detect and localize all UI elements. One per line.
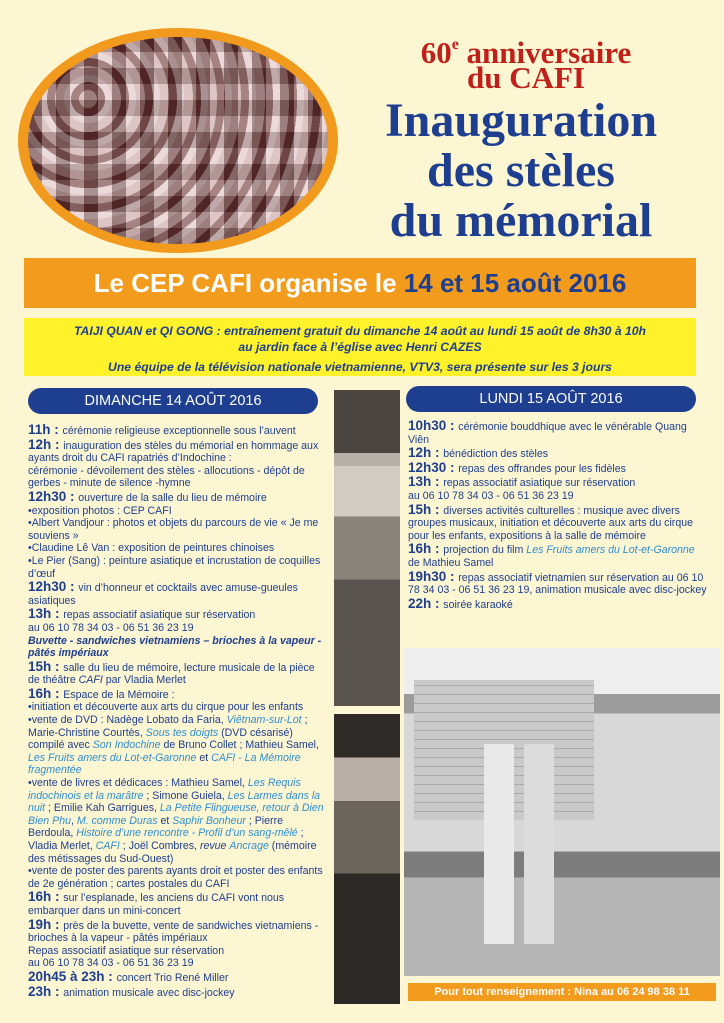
- program-text: CAFI: [78, 674, 103, 687]
- program-text: •Albert Vandjour : photos et objets du parcours de vie « Je me souviens »: [28, 517, 319, 542]
- program-text: au 06 10 78 34 03 - 06 51 36 23 19: [408, 489, 574, 502]
- program-text: •vente de livres et dédicaces : Mathieu Samel,: [28, 777, 248, 790]
- program-item: [408, 420, 708, 446]
- notice-line: TAIJI QUAN et QI GONG : entraînement gratuit du dimanche 14 août au lundi 15 août de 8h30 à 10h: [73, 324, 646, 338]
- work-title: La Petite Flingueuse, retour à Dien Bien Phu: [28, 802, 324, 827]
- program-item: [28, 916, 324, 970]
- program-text: repas associatif vietnamien sur réservation au 06 10 78 34 03 - 06 51 36 23 19, animation musicale avec disc-jockey: [408, 571, 707, 597]
- program-time: 10h30 :: [408, 418, 459, 433]
- contact-info: Pour tout renseignement : Nina au 06 24 98 38 11: [408, 983, 716, 1001]
- program-time: 16h :: [28, 685, 64, 701]
- program-text: au 06 10 78 34 03 - 06 51 36 23 19: [28, 957, 194, 970]
- program-text: •Le Pier (Sang) : peinture asiatique et incrustation de coquilles d’œuf: [28, 554, 321, 580]
- program-text: ; Joël Combres,: [119, 840, 200, 852]
- program-item: [28, 424, 324, 438]
- program-item: [408, 543, 708, 569]
- program-time: 13h :: [408, 474, 444, 490]
- program-item: [408, 476, 708, 502]
- program-item: [408, 459, 708, 476]
- program-time: 12h :: [408, 445, 444, 461]
- work-title: CAFI: [95, 840, 120, 852]
- program-item: [408, 568, 708, 597]
- program-time: 12h30 :: [28, 579, 79, 595]
- work-title: Les Fruits amers du Lot-et-Garonne: [28, 751, 197, 764]
- program-time: 12h30 :: [408, 459, 459, 475]
- program-text: repas associatif asiatique sur réservation: [443, 477, 636, 490]
- program-item: [28, 891, 324, 917]
- main-title: [318, 96, 724, 246]
- program-text: concert Trio René Miller: [116, 971, 229, 984]
- program-text: au 06 10 78 34 03 - 06 51 36 23 19: [28, 621, 194, 634]
- program-item: [28, 581, 324, 607]
- program-time: 16h :: [28, 889, 64, 905]
- program-text: près de la buvette, vente de sandwiches vietnamiens - brioches à la vapeur - pâtés impériaux: [28, 919, 319, 945]
- program-text: ; Pierre Berdoula,: [28, 814, 283, 840]
- work-title: Les Larmes dans la nuit: [28, 789, 321, 815]
- program-text: inauguration des stèles du mémorial en hommage aux ayants droit du CAFI rapatriés d’Indochine :: [28, 439, 319, 465]
- notice-line: au jardin face à l’église avec Henri CAZES: [238, 340, 482, 354]
- program-time: 13h :: [28, 606, 64, 622]
- program-item: [408, 501, 708, 543]
- program-text: (DVD césarisé) compilé avec: [28, 726, 293, 752]
- program-text: sur l’esplanade, les anciens du CAFI vont nous embarquer dans un mini-concert: [28, 892, 285, 917]
- program-text: de Bruno Collet ; Mathieu Samel,: [160, 739, 319, 752]
- work-title: Les Fruits amers du Lot-et-Garonne: [526, 544, 695, 557]
- program-text: •initiation et découverte aux arts du cirque pour les enfants: [28, 701, 304, 714]
- work-title: Les Requis indochinois et la marâtre: [28, 777, 301, 802]
- program-text: animation musicale avec disc-jockey: [63, 986, 235, 999]
- program-text: •vente de poster des parents ayants droit et poster des enfants de 2e génération ; cartes postales du CAFI: [28, 865, 323, 890]
- program-time: 19h :: [28, 916, 64, 932]
- work-title: Saphir Bonheur: [172, 814, 246, 827]
- anniversary-line-2: du CAFI: [466, 60, 585, 95]
- program-text: projection du film: [443, 544, 527, 557]
- photo-man-portrait: [334, 390, 400, 706]
- work-title: CAFI - La Mémoire fragmentée: [28, 751, 301, 777]
- notice-line: Une équipe de la télévision nationale vietnamienne, VTV3, sera présente sur les 3 jours: [108, 360, 612, 374]
- program-text: diverses activités culturelles : musique avec divers groupes musicaux, initiation et découverte aux arts du cirque pour les enfants, expositions à la salle de mémoire: [408, 504, 694, 542]
- program-text: •vente de DVD : Nadège Lobato da Faria,: [28, 714, 227, 727]
- program-text: et: [157, 814, 173, 827]
- program-time: 11h :: [28, 422, 63, 437]
- program-time: 23h :: [28, 983, 64, 999]
- program-time: 16h :: [408, 541, 444, 557]
- program-time: 19h30 :: [408, 568, 459, 584]
- program-time: 12h :: [28, 436, 64, 452]
- program-text: ; Emilie Kah Garrigues,: [45, 802, 160, 815]
- program-item: [408, 595, 708, 612]
- work-title: M. comme Duras: [76, 814, 158, 827]
- program-item: [408, 447, 708, 461]
- title-line: du mémorial: [389, 194, 653, 247]
- program-text: ; Marie-Christine Courtès,: [28, 714, 308, 739]
- title-line: des stèles: [427, 144, 615, 197]
- program-time: 15h :: [28, 658, 64, 674]
- work-title: Sous tes doigts: [145, 726, 219, 739]
- work-title: Ancrage: [229, 840, 269, 852]
- portrait-collage-image: [28, 37, 328, 244]
- title-line: Inauguration: [384, 94, 658, 147]
- program-text: bénédiction des stèles: [443, 448, 549, 461]
- portrait-collage-frame: [18, 28, 338, 253]
- program-text: salle du lieu de mémoire, lecture musicale de la pièce de théâtre: [28, 661, 315, 687]
- program-item: [28, 685, 324, 891]
- program-text: et: [196, 751, 212, 764]
- program-text: ; Simone Guiela,: [143, 789, 228, 802]
- program-text: par Vladia Merlet: [102, 674, 186, 687]
- program-text: ouverture de la salle du lieu de mémoire: [78, 491, 267, 504]
- photo-camp-street: [404, 648, 720, 976]
- program-item: [28, 983, 324, 1000]
- program-text: repas associatif asiatique sur réservation: [63, 609, 256, 622]
- program-text: cérémonie religieuse exceptionnelle sous l’auvent: [62, 425, 296, 437]
- program-text: (mémoire des métissages du Sud-Ouest): [28, 840, 317, 865]
- program-text: Espace de la Mémoire :: [63, 688, 175, 701]
- sunday-program: [28, 424, 324, 1000]
- work-title: Son Indochine: [92, 739, 161, 752]
- monday-heading: LUNDI 15 AOÛT 2016: [406, 386, 696, 412]
- program-time: 15h :: [408, 501, 444, 517]
- program-time: 20h45 à 23h :: [28, 968, 117, 984]
- work-title: Histoire d’une rencontre - Profil d’un sang-mêlé: [76, 827, 298, 840]
- program-item: [28, 608, 324, 659]
- organizer-banner: Le CEP CAFI organise le 14 et 15 août 2016: [24, 258, 696, 308]
- program-item: [28, 658, 324, 687]
- program-text: Repas associatif asiatique sur réservation: [28, 944, 225, 957]
- program-time: 22h :: [408, 595, 444, 611]
- sunday-heading: DIMANCHE 14 AOÛT 2016: [28, 388, 318, 414]
- monday-program: [408, 420, 708, 612]
- program-text: soirée karaoké: [443, 598, 513, 611]
- program-item: [28, 436, 324, 490]
- program-item: [28, 968, 324, 985]
- work-title: Viêtnam-sur-Lot: [226, 714, 302, 727]
- photo-woman-portrait: [334, 714, 400, 1004]
- banner-dates: 14 et 15 août 2016: [403, 268, 627, 298]
- program-item: [28, 488, 324, 580]
- notice-box: [24, 318, 696, 376]
- program-text: •Claudine Lê Van : exposition de peintures chinoises: [28, 542, 275, 555]
- program-text: cérémonie - dévoilement des stèles - allocutions - dépôt de gerbes - minute de silence -hymne: [28, 464, 305, 490]
- program-time: 12h30 :: [28, 488, 79, 504]
- program-text: ; Vladia Merlet,: [28, 827, 304, 852]
- program-text: ,: [71, 814, 77, 827]
- program-text: revue: [199, 840, 227, 852]
- anniversary-line-1: 60e anniversaire: [420, 35, 632, 70]
- program-note: Buvette - sandwiches vietnamiens – brioches à la vapeur - pâtés impériaux: [28, 634, 322, 660]
- program-text: cérémonie bouddhique avec le vénérable Quang Viên: [408, 421, 687, 446]
- program-text: repas des offrandes pour les fidèles: [458, 462, 626, 475]
- program-text: vin d’honneur et cocktails avec amuse-gueules asiatiques: [28, 582, 298, 607]
- program-text: •exposition photos : CEP CAFI: [28, 504, 172, 517]
- program-text: de Mathieu Samel: [408, 556, 494, 569]
